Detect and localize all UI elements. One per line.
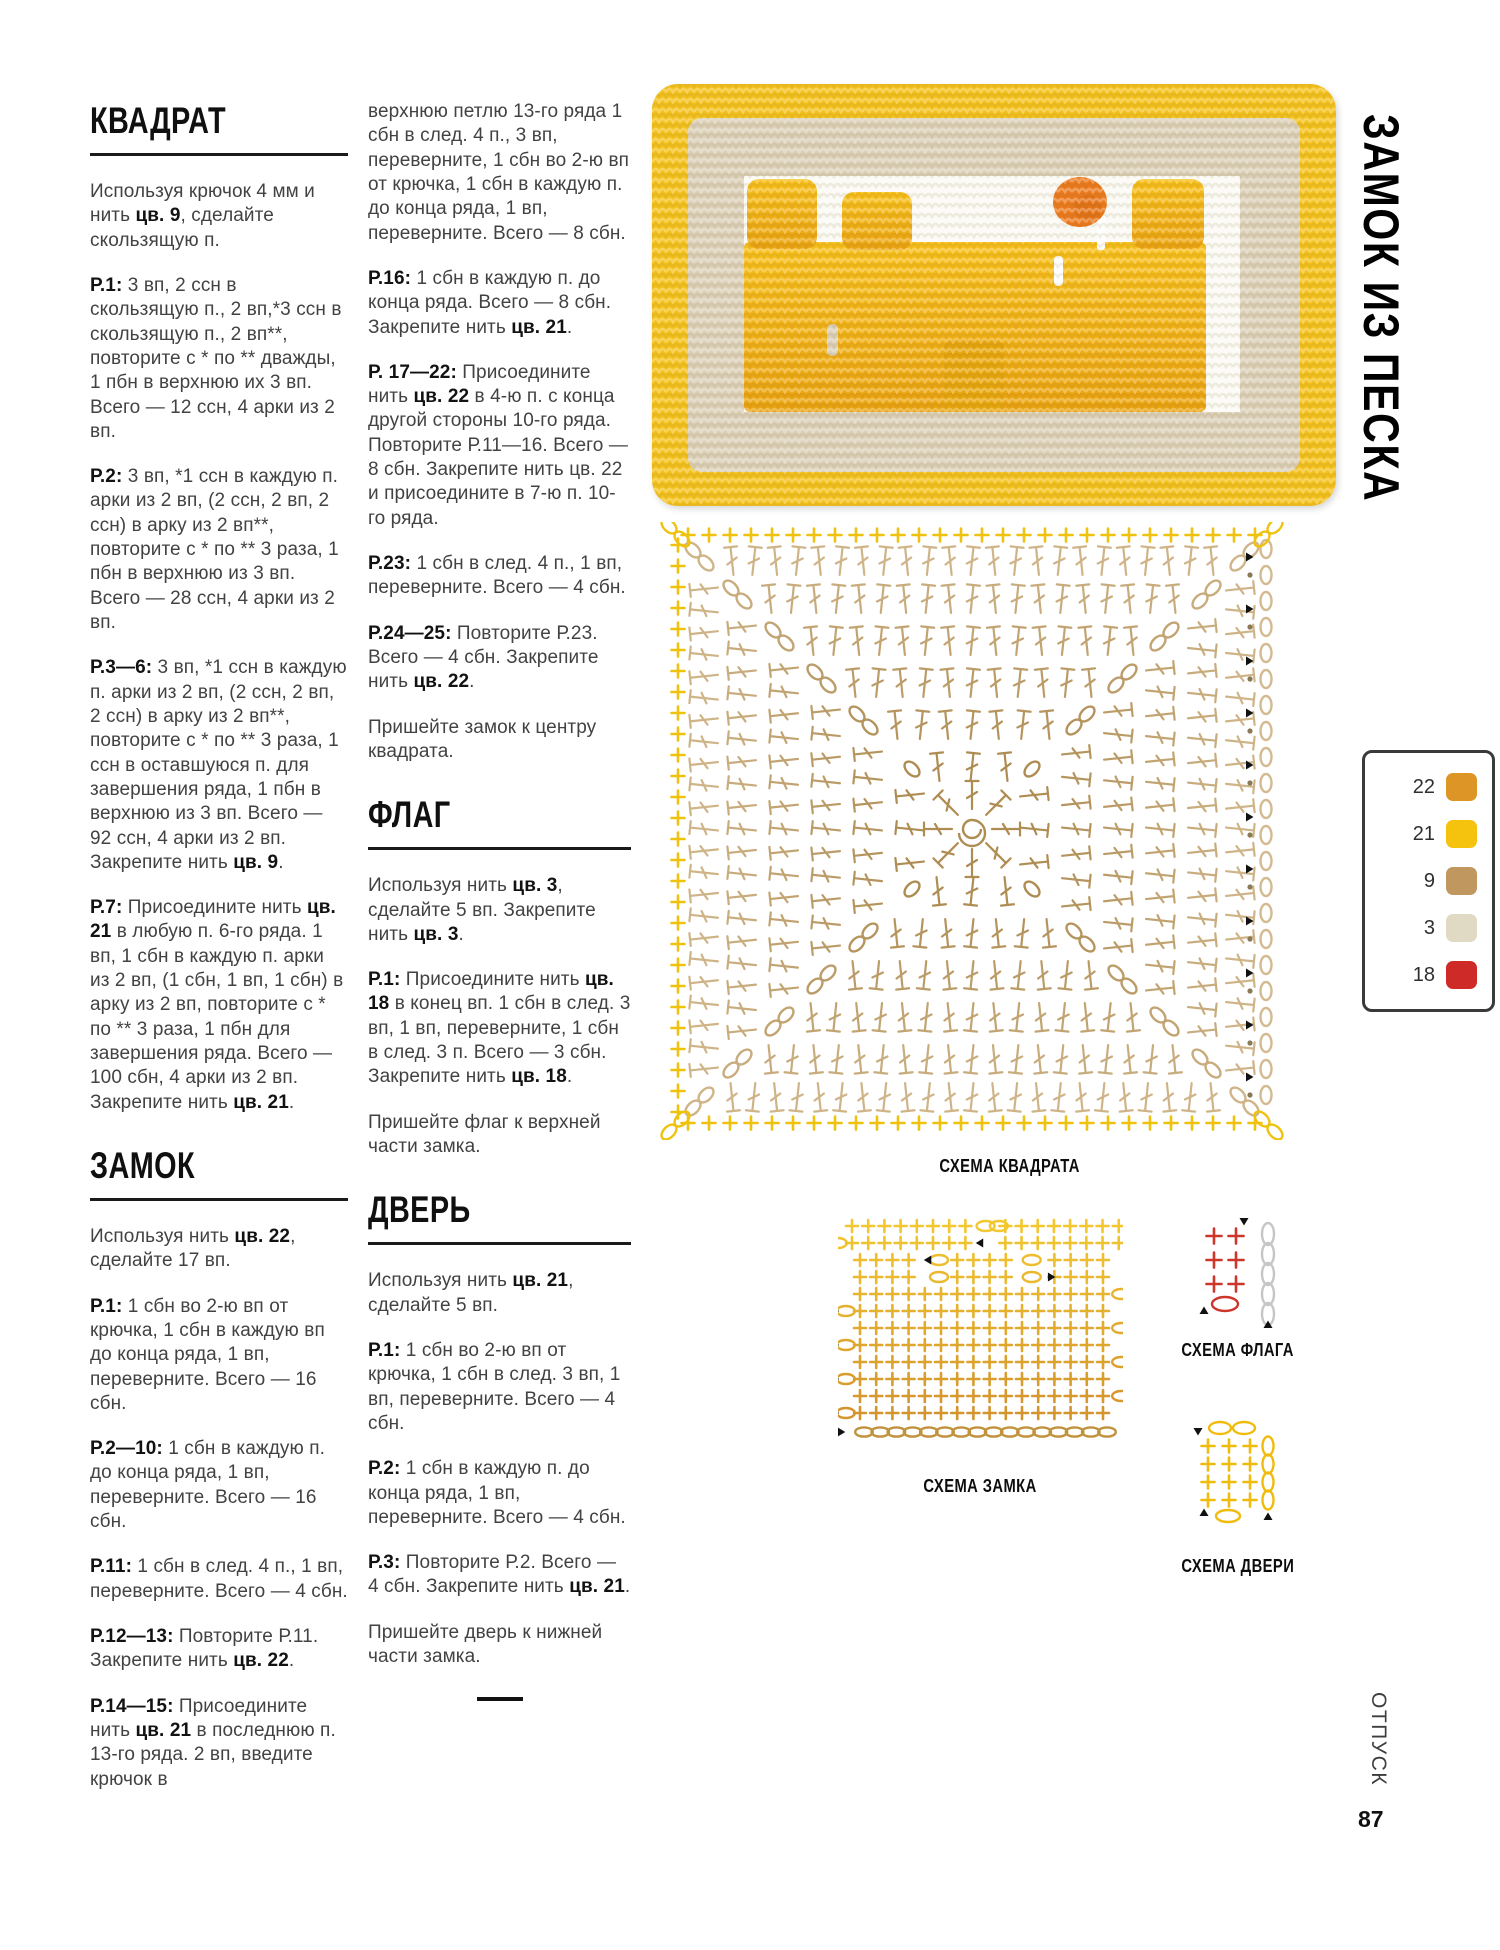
instruction-paragraph: Р.1: 1 сбн во 2-ю вп от крючка, 1 сбн в след. 3 вп, 1 вп, переверните. Всего — 4 сбн. — [368, 1339, 621, 1434]
castle-diagram-label: СХЕМА ЗАМКА — [923, 1476, 1037, 1496]
legend-item — [1380, 773, 1477, 801]
end-of-pattern-dash — [477, 1697, 523, 1701]
flag-diagram — [1192, 1210, 1292, 1332]
legend-yarn-number: 18 — [1412, 963, 1435, 986]
instruction-paragraph: Р.24—25: Повторите Р.23. Всего — 4 сбн. Закрепите нить цв. 22. — [368, 622, 599, 693]
section-heading — [368, 794, 631, 850]
door-diagram-label: СХЕМА ДВЕРИ — [1181, 1556, 1294, 1576]
legend-color-swatch — [1446, 820, 1477, 848]
section-label-vertical: ОТПУСК — [1367, 1692, 1390, 1786]
instruction-paragraph: Р. 17—22: Присоедините нить цв. 22 в 4-ю п. с конца другой стороны 10-го ряда. Повторите Р.11—16. Всего — 8 сбн. Закрепите нить цв. 22 и присоедините в 7-ю п. 10-го ряда. — [368, 361, 628, 529]
instruction-paragraph: Р.14—15: Присоедините нить цв. 21 в последнюю п. 13-го ряда. 2 вп, введите крючок в — [90, 1695, 336, 1790]
door-diagram — [1190, 1418, 1286, 1526]
instruction-paragraph: Р.2: 3 вп, *1 ссн в каждую п. арки из 2 вп, (2 ссн, 2 вп, 2 ссн) в арку из 2 вп**, повторите с * по ** 3 раза, 1 пбн в верхнюю из 3 вп. Всего — 28 ссн, 4 арки из 2 вп. — [90, 466, 339, 633]
instruction-paragraph: Пришейте дверь к нижней части замка. — [368, 1621, 603, 1668]
instruction-paragraph: Пришейте флаг к верхней части замка. — [368, 1111, 601, 1157]
legend-item — [1380, 914, 1477, 942]
yarn-color-legend — [1362, 750, 1495, 1012]
page-number: 87 — [1358, 1806, 1384, 1832]
instruction-paragraph: Р.1: 3 вп, 2 ссн в скользящую п., 2 вп,*3 ссн в скользящую п., 2 вп**, повторите с * по ** дважды, 1 пбн в верхнюю их 3 вп. Всего — 12 ссн, 4 арки из 2 вп. — [90, 274, 342, 442]
legend-yarn-number: 21 — [1412, 822, 1435, 845]
flag-diagram-label: СХЕМА ФЛАГА — [1181, 1340, 1294, 1360]
section-heading — [90, 100, 348, 156]
instruction-paragraph: Р.2—10: 1 сбн в каждую п. до конца ряда, 1 вп, переверните. Всего — 16 сбн. — [90, 1438, 325, 1533]
instruction-paragraph: Используя крючок 4 мм и нить цв. 9, сделайте скользящую п. — [90, 181, 315, 251]
text-column-middle — [368, 100, 631, 1701]
legend-yarn-number: 22 — [1412, 775, 1435, 798]
legend-item — [1380, 961, 1477, 989]
legend-item — [1380, 867, 1477, 895]
legend-item — [1380, 820, 1477, 848]
instruction-paragraph: Р.1: Присоедините нить цв. 18 в конец вп. 1 сбн в след. 3 вп, 1 вп, переверните, 1 сбн в след. 3 п. Всего — 3 сбн. Закрепите нить цв. 18. — [368, 969, 631, 1088]
instruction-paragraph: Р.3: Повторите Р.2. Всего — 4 сбн. Закрепите нить цв. 21. — [368, 1552, 631, 1598]
section-heading — [90, 1145, 348, 1201]
legend-color-swatch — [1446, 773, 1477, 801]
section-heading-text: ФЛАГ — [368, 794, 451, 836]
instruction-paragraph: Р.3—6: 3 вп, *1 ссн в каждую п. арки из 2 вп, (2 ссн, 2 вп, 2 ссн) в арку из 2 вп**, повторите с * по ** 3 раза, 1 ссн в оставшуюся п. для завершения ряда, 1 пбн в верхнюю из 3 вп. Всего — 92 ссн, 4 арки из 2 вп. Закрепите нить цв. 9. — [90, 657, 347, 873]
section-heading — [368, 1189, 631, 1245]
castle-diagram — [838, 1212, 1123, 1462]
legend-color-swatch — [1446, 961, 1477, 989]
instruction-paragraph: Используя нить цв. 3, сделайте 5 вп. Закрепите нить цв. 3. — [368, 875, 596, 945]
section-heading-text: КВАДРАТ — [90, 100, 226, 141]
legend-yarn-number: 3 — [1423, 916, 1435, 939]
legend-color-swatch — [1446, 914, 1477, 942]
instruction-paragraph: Р.12—13: Повторите Р.11. Закрепите нить цв. 22. — [90, 1626, 319, 1672]
instruction-paragraph: Р.11: 1 сбн в след. 4 п., 1 вп, переверните. Всего — 4 сбн. — [90, 1556, 348, 1602]
legend-color-swatch — [1446, 867, 1477, 895]
page-title-vertical: ЗАМОК ИЗ ПЕСКА — [1353, 114, 1409, 503]
instruction-paragraph: Используя нить цв. 22, сделайте 17 вп. — [90, 1225, 296, 1272]
instruction-paragraph: Пришейте замок к центру квадрата. — [368, 716, 597, 762]
instruction-paragraph: Р.7: Присоедините нить цв. 21 в любую п. 6-го ряда. 1 вп, 1 сбн в каждую п. арки из 2 вп, (1 сбн, 1 вп, 1 сбн) в арку из 2 вп, повторите с * по ** 3 раза, 1 пбн для завершения ряда. Всего — 100 сбн, 4 арки из 2 вп. Закрепите нить цв. 21. — [90, 897, 344, 1113]
section-heading-text: ЗАМОК — [90, 1144, 195, 1186]
square-diagram — [652, 522, 1292, 1140]
section-heading-text: ДВЕРЬ — [368, 1189, 471, 1231]
instruction-paragraph: Р.2: 1 сбн в каждую п. до конца ряда, 1 вп, переверните. Всего — 4 сбн. — [368, 1458, 626, 1528]
instruction-paragraph: Р.1: 1 сбн во 2-ю вп от крючка, 1 сбн в каждую вп до конца ряда, 1 вп, переверните. Всего — 16 сбн. — [90, 1295, 325, 1414]
instruction-paragraph: верхнюю петлю 13-го ряда 1 сбн в след. 4 п., 3 вп, переверните, 1 сбн во 2-ю вп от крючка, 1 сбн в каждую п. до конца ряда, 1 вп, переверните. Всего — 8 сбн. — [368, 101, 630, 244]
legend-yarn-number: 9 — [1423, 869, 1435, 892]
crochet-square-photo — [652, 84, 1336, 506]
instruction-paragraph: Р.16: 1 сбн в каждую п. до конца ряда. Всего — 8 сбн. Закрепите нить цв. 21. — [368, 267, 612, 338]
square-diagram-label: СХЕМА КВАДРАТА — [939, 1156, 1081, 1176]
instruction-paragraph: Р.23: 1 сбн в след. 4 п., 1 вп, переверните. Всего — 4 сбн. — [368, 553, 626, 599]
instruction-paragraph: Используя нить цв. 21, сделайте 5 вп. — [368, 1270, 574, 1316]
text-column-left — [90, 100, 348, 1813]
